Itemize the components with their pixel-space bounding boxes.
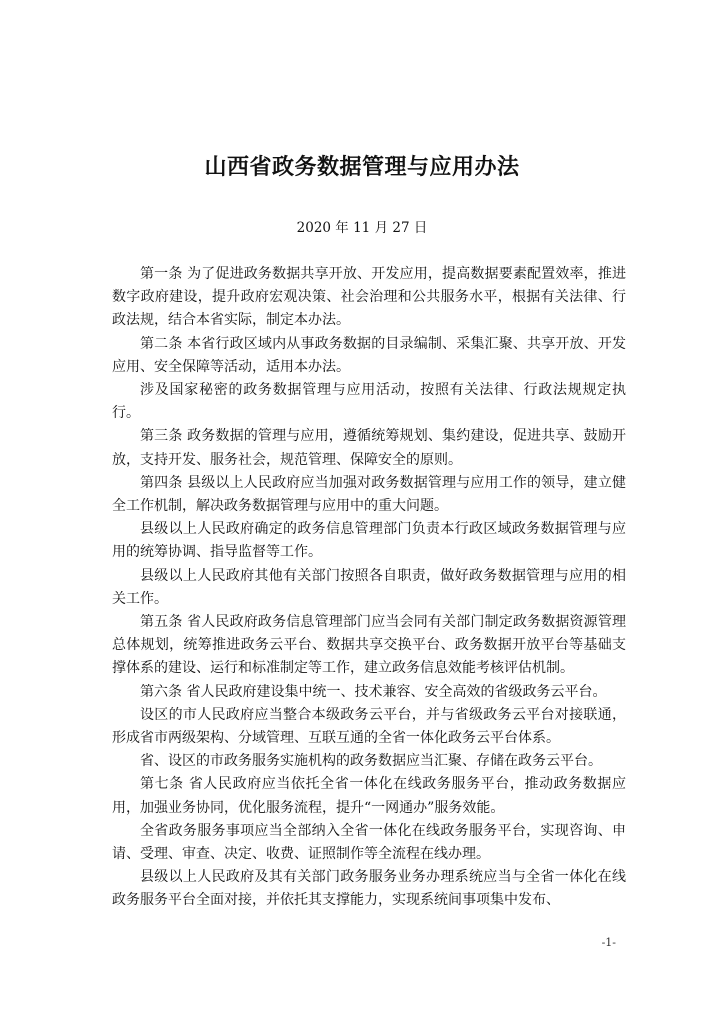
paragraph: 县级以上人民政府其他有关部门按照各自职责，做好政务数据管理与应用的相关工作。 — [112, 567, 626, 607]
paragraph: 第七条 省人民政府应当依托全省一体化在线政务服务平台，推动政务数据应用，加强业务协同，优化服务流程，提升“一网通办”服务效能。 — [112, 776, 626, 816]
paragraph: 县级以上人民政府及其有关部门政务服务业务办理系统应当与全省一体化在线政务服务平台全面对接，并依托其支撑能力，实现系统间事项集中发布、 — [112, 869, 626, 909]
paragraph: 设区的市人民政府应当整合本级政务云平台，并与省级政务云平台对接联通，形成省市两级架构、分域管理、互联互通的全省一体化政务云平台体系。 — [112, 706, 626, 747]
paragraph: 第五条 省人民政府政务信息管理部门应当会同有关部门制定政务数据资源管理总体规划，统筹推进政务云平台、数据共享交换平台、政务数据开放平台等基础支撑体系的建设、运行和标准制定等工作，建立政务信息效能考核评估机制。 — [112, 614, 626, 677]
paragraph: 第六条 省人民政府建设集中统一、技术兼容、安全高效的省级政务云平台。 — [140, 683, 607, 700]
document-date: 2020 年 11 月 27 日 — [296, 220, 428, 236]
paragraph: 第二条 本省行政区域内从事政务数据的目录编制、采集汇聚、共享开放、开发应用、安全保障等活动，适用本办法。 — [112, 335, 626, 375]
paragraph: 省、设区的市政务服务实施机构的政务数据应当汇聚、存储在政务云平台。 — [140, 753, 602, 770]
paragraph: 第四条 县级以上人民政府应当加强对政务数据管理与应用工作的领导，建立健全工作机制，解决政务数据管理与应用中的重大问题。 — [112, 474, 626, 515]
paragraph: 县级以上人民政府确定的政务信息管理部门负责本行政区域政务数据管理与应用的统筹协调、指导监督等工作。 — [112, 521, 626, 561]
paragraph: 全省政务服务事项应当全部纳入全省一体化在线政务服务平台，实现咨询、申请、受理、审查、决定、收费、证照制作等全流程在线办理。 — [112, 822, 626, 863]
paragraph: 第三条 政务数据的管理与应用，遵循统筹规划、集约建设，促进共享、鼓励开放，支持开发、服务社会，规范管理、保障安全的原则。 — [112, 428, 626, 468]
page-number: -1- — [601, 936, 616, 949]
document-title: 山西省政务数据管理与应用办法 — [204, 155, 520, 180]
paragraph: 涉及国家秘密的政务数据管理与应用活动，按照有关法律、行政法规规定执行。 — [112, 382, 626, 422]
paragraph: 第一条 为了促进政务数据共享开放、开发应用，提高数据要素配置效率，推进数字政府建设，提升政府宏观决策、社会治理和公共服务水平，根据有关法律、行政法规，结合本省实际，制定本办法。 — [112, 266, 626, 329]
document-body — [112, 263, 626, 913]
